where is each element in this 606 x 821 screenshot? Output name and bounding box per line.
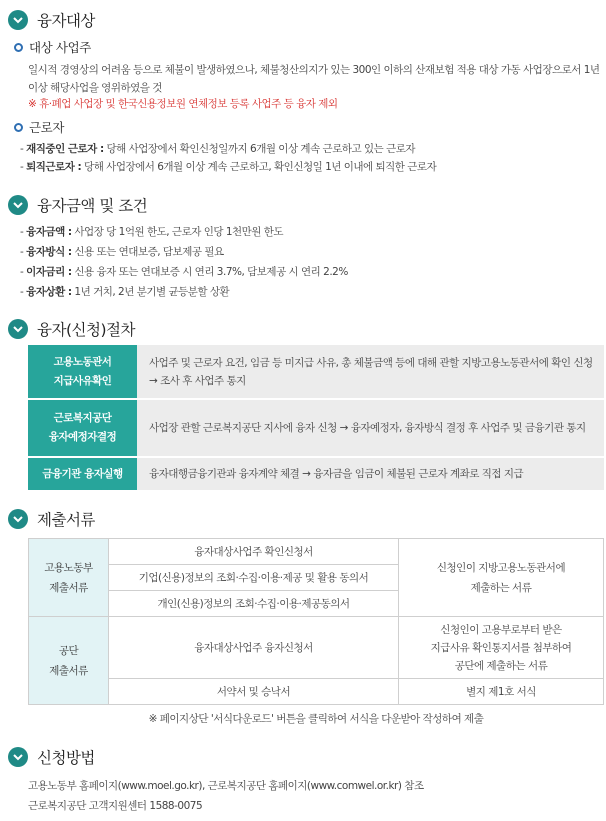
chevron-down-icon [8,509,28,529]
item-text: 사업장 당 1억원 한도, 근로자 인당 1천만원 한도 [71,226,284,238]
procedure-step-desc: 사업주 및 근로자 요건, 임금 등 미지급 사유, 총 체불금액 등에 대해 관할 지방고용노동관서에 확인 신청 → 조사 후 사업주 통지 [137,345,604,398]
item-label: 이자금리 : [26,266,72,278]
procedure-table [28,345,604,492]
apply-line: 고용노동부 홈페이지(www.moel.go.kr), 근로복지공단 홈페이지(www.comwel.or.kr) 참조 [28,780,424,792]
chevron-down-icon [8,10,28,30]
subsection-title: 근로자 [29,120,65,135]
subsection-business [14,39,91,55]
list-item: - 융자방식 : 신용 또는 연대보증, 담보제공 필요 [20,246,224,258]
warning-text: ※ 휴·폐업 사업장 및 한국신용정보원 연체정보 등록 사업주 등 융자 제외 [28,98,338,110]
procedure-row [28,400,604,458]
procedure-step-desc: 사업장 관할 근로복지공단 지사에 융자 신청 → 융자예정자, 융자방식 결정 후 사업주 및 금융기관 통지 [137,400,604,456]
item-label: 융자상환 : [26,286,72,298]
item-label: 융자방식 : [26,246,72,258]
doc-cell: 기업(신용)정보의 조회·수집·이용·제공 및 활용 동의서 [109,565,399,591]
procedure-row [28,458,604,492]
subsection-worker [14,119,64,135]
item-label: 융자금액 : [26,226,72,238]
apply-line: 근로복지공단 고객지원센터 1588-0075 [28,800,203,812]
procedure-step-desc: 융자대행금융기관과 융자계약 체결 → 융자금을 임금이 체불된 근로자 계좌로 직접 지급 [137,458,604,490]
item-text: 당해 사업장에서 6개월 이상 계속 근로하고, 확인신청일 1년 이내에 퇴직한 근로자 [81,161,437,173]
doc-group-label: 고용노동부 제출서류 [29,539,109,617]
section-header-apply [8,746,95,768]
item-text: 신용 또는 연대보증, 담보제공 필요 [71,246,224,258]
doc-note: 신청인이 지방고용노동관서에 제출하는 서류 [399,539,604,617]
list-item: - 융자금액 : 사업장 당 1억원 한도, 근로자 인당 1천만원 한도 [20,226,284,238]
section-title: 융자(신청)절차 [37,321,135,339]
chevron-down-icon [8,747,28,767]
doc-cell: 서약서 및 승낙서 [109,679,399,705]
ring-bullet-icon [14,123,23,132]
section-header-procedure [8,318,135,340]
doc-note: 별지 제1호 서식 [399,679,604,705]
doc-cell: 융자대상사업주 융자신청서 [109,617,399,679]
list-item: - 이자금리 : 신용 융자 또는 연대보증 시 연리 3.7%, 담보제공 시 연리 2.2% [20,266,348,278]
doc-cell: 융자대상사업주 확인신청서 [109,539,399,565]
section-title: 제출서류 [37,511,95,529]
ring-bullet-icon [14,43,23,52]
procedure-step-label: 금융기관 융자실행 [28,458,137,490]
list-item: - 퇴직근로자 : 당해 사업장에서 6개월 이상 계속 근로하고, 확인신청일 1년 이내에 퇴직한 근로자 [20,161,437,173]
section-header-amount [8,194,147,216]
section-title: 융자금액 및 조건 [37,197,148,215]
documents-table [28,538,604,733]
subsection-title: 대상 사업주 [29,40,91,55]
doc-group-label: 공단 제출서류 [29,617,109,705]
list-item: - 재직중인 근로자 : 당해 사업장에서 확인신청일까지 6개월 이상 계속 근로하고 있는 근로자 [20,143,416,155]
section-title: 신청방법 [37,749,95,767]
section-title: 융자대상 [37,12,95,30]
chevron-down-icon [8,195,28,215]
section-header-documents [8,508,95,530]
doc-note: 신청인이 고용부로부터 받은 지급사유 확인통지서를 첨부하여 공단에 제출하는 서류 [399,617,604,679]
list-item: - 융자상환 : 1년 거치, 2년 분기별 균등분할 상환 [20,286,230,298]
item-text: 신용 융자 또는 연대보증 시 연리 3.7%, 담보제공 시 연리 2.2% [71,266,348,278]
item-label: 퇴직근로자 : [26,161,82,173]
doc-cell: 개인(신용)정보의 조회·수집·이용·제공동의서 [109,591,399,617]
chevron-down-icon [8,319,28,339]
procedure-row [28,345,604,400]
procedure-step-label: 고용노동관서 지급사유확인 [28,345,137,398]
procedure-step-label: 근로복지공단 융자예정자결정 [28,400,137,456]
doc-footnote: ※ 페이지상단 '서식다운로드' 버튼을 클릭하여 서식을 다운받아 작성하여 제출 [148,713,484,726]
item-text: 1년 거치, 2년 분기별 균등분할 상환 [71,286,230,298]
item-text: 당해 사업장에서 확인신청일까지 6개월 이상 계속 근로하고 있는 근로자 [103,143,416,155]
business-desc: 일시적 경영상의 어려움 등으로 체불이 발생하였으나, 체불청산의지가 있는 300인 이하의 산재보험 적용 대상 가동 사업장으로서 1년 이상 해당사업을 영위하였을 것 [28,64,600,94]
item-label: 재직중인 근로자 : [26,143,104,155]
section-header-target [8,9,95,31]
